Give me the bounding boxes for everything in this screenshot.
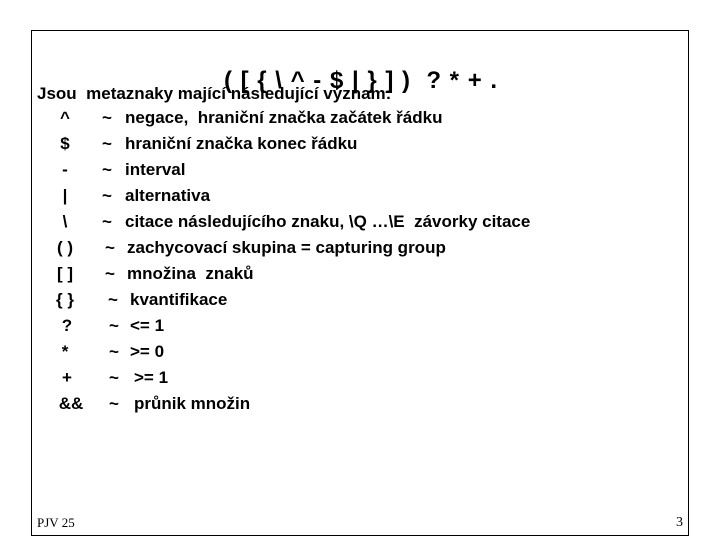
tilde-separator: ~ [108, 290, 118, 309]
tilde-separator: ~ [102, 134, 112, 153]
slide [31, 30, 689, 536]
slide-heading: Jsou metaznaky mající následující význam: [37, 84, 392, 103]
metachar-symbol: * [61, 342, 69, 361]
tilde-separator: ~ [109, 342, 119, 361]
metachar-symbol: ( ) [56, 238, 74, 257]
tilde-separator: ~ [102, 160, 112, 179]
metachar-description: hraniční značka konec řádku [125, 134, 358, 153]
metachar-description: množina znaků [127, 264, 254, 283]
slide-title: ( [ { \ ^ - $ | } ] ) ? * + . [223, 67, 499, 94]
footer-course-label: PJV 25 [37, 515, 75, 530]
metachar-symbol: \ [62, 212, 68, 231]
metachar-symbol: [ ] [56, 264, 74, 283]
metachar-description: interval [125, 160, 186, 179]
metachar-description: průnik množin [134, 394, 251, 413]
metachar-description: >= 0 [130, 342, 165, 361]
tilde-separator: ~ [102, 186, 112, 205]
metachar-description: <= 1 [130, 316, 165, 335]
metachar-description: citace následujícího znaku, \Q …\E závorky citace [125, 212, 531, 231]
tilde-separator: ~ [105, 238, 115, 257]
metachar-symbol: | [62, 186, 68, 205]
page-number: 3 [676, 515, 683, 530]
metachar-description: alternativa [125, 186, 211, 205]
tilde-separator: ~ [109, 316, 119, 335]
tilde-separator: ~ [102, 108, 112, 127]
metachar-symbol: ? [61, 316, 73, 335]
tilde-separator: ~ [109, 368, 119, 387]
metachar-description: zachycovací skupina = capturing group [127, 238, 446, 257]
tilde-separator: ~ [102, 212, 112, 231]
tilde-separator: ~ [105, 264, 115, 283]
metachar-symbol: { } [56, 290, 74, 309]
metachar-description: >= 1 [134, 368, 169, 387]
metachar-symbol: $ [60, 134, 70, 153]
metachar-symbol: + [62, 368, 72, 387]
metachar-symbol: && [58, 394, 84, 413]
metachar-description: kvantifikace [130, 290, 228, 309]
metachar-description: negace, hraniční značka začátek řádku [125, 108, 443, 127]
metachar-symbol: - [62, 160, 68, 179]
metachar-symbol: ^ [60, 108, 70, 127]
tilde-separator: ~ [109, 394, 119, 413]
